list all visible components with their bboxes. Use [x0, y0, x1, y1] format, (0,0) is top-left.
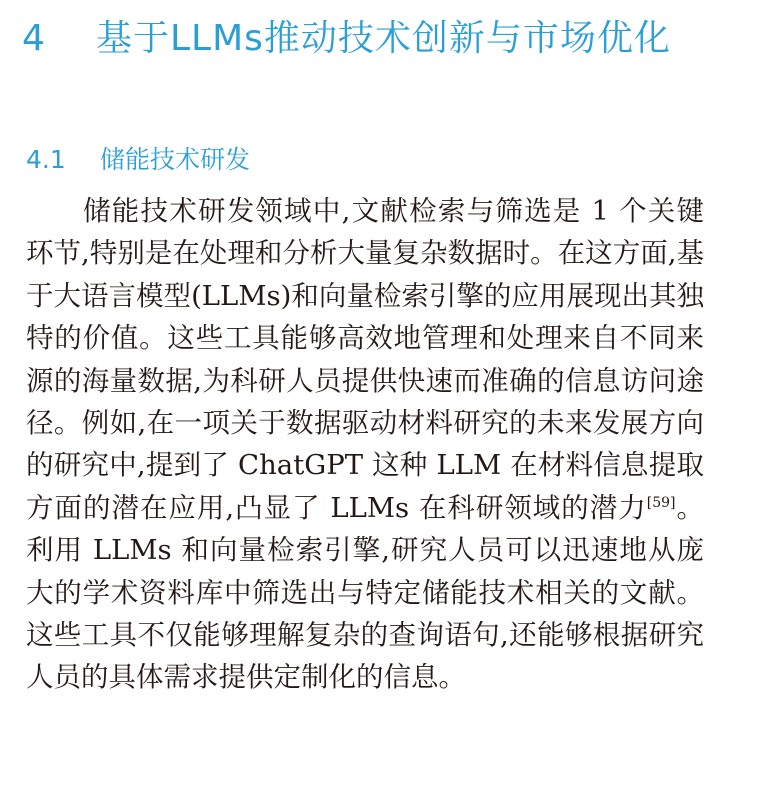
subsection-title: 储能技术研发 [100, 145, 251, 174]
paragraph [26, 190, 704, 699]
section-title: 基于LLMs推动技术创新与市场优化 [96, 18, 671, 59]
paragraph-text-part2: 。利用 LLMs 和向量检索引擎,研究人员可以迅速地从庞大的学术资料库中筛选出与特定储能技术相关的文献。这些工具不仅能够理解复杂的查询语句,还能够根据研究人员的具体需求提供定制化的信息。 [26, 491, 704, 694]
citation-marker: [59] [646, 494, 676, 511]
section-number: 4 [22, 18, 46, 59]
body-text [26, 190, 704, 699]
subsection-number: 4.1 [26, 145, 66, 174]
paragraph-text-part1: 储能技术研发领域中,文献检索与筛选是 1 个关键环节,特别是在处理和分析大量复杂数据时。在这方面,基于大语言模型(LLMs)和向量检索引擎的应用展现出其独特的价值。这些工具能够高效地管理和处理来自不同来源的海量数据,为科研人员提供快速而准确的信息访问途径。例如,在一项关于数据驱动材料研究的未来发展方向的研究中,提到了 ChatGPT 这种 LLM 在材料信息提取方面的潜在应用,凸显了 LLMs 在科研领域的潜力 [26, 195, 704, 524]
